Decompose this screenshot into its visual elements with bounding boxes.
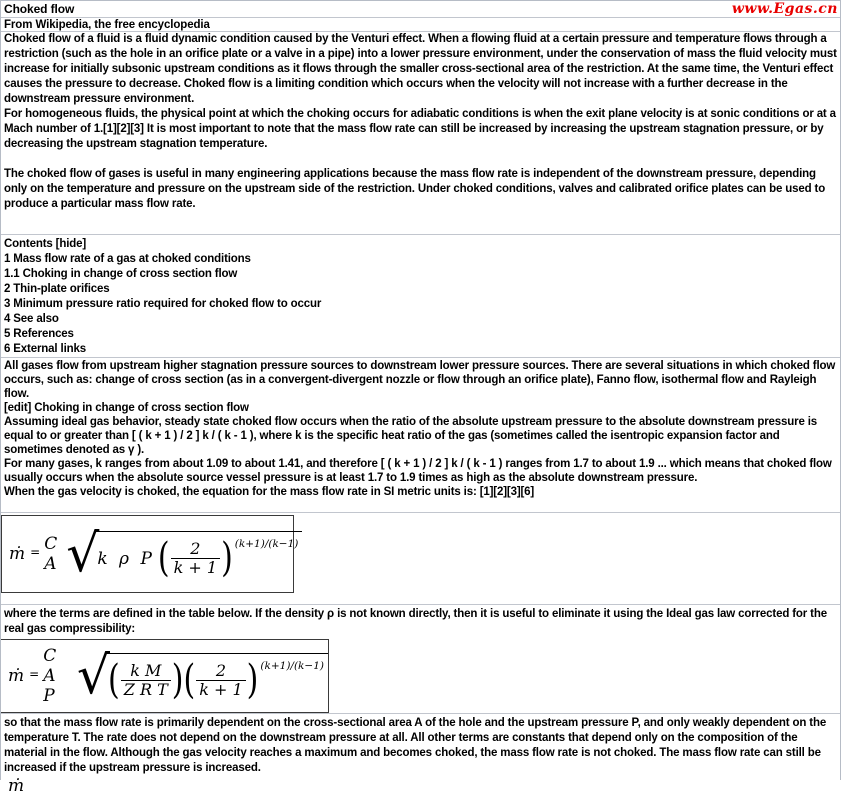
clipped-next-line: ṁ: [8, 776, 25, 796]
between-formulas-text: [1, 605, 840, 639]
equals-sign: =: [30, 545, 41, 559]
toc-item-5[interactable]: 5 References: [4, 328, 74, 340]
intro-paragraph-2: For homogeneous fluids, the physical point at which the choking occurs for adiabatic conditions is when the exit plane velocity is at sonic conditions or at a Mach number of 1.[1][2][3] It is most important to note that the mass flow rate can still be increased by increasing the upstream stagnation pressure, or by decreasing the upstream stagnation temperature.: [4, 108, 836, 150]
footer-section: [1, 714, 840, 776]
close-paren: ): [221, 534, 233, 582]
fraction-numerator: 2: [190, 539, 201, 559]
exponent: (k+1)/(k−1): [234, 538, 299, 550]
site-subtitle: [1, 18, 840, 32]
open-paren: (: [157, 534, 170, 582]
radicand-prefix: k ρ P: [97, 548, 155, 569]
close-paren: ): [171, 656, 184, 704]
intro-paragraph-3: The choked flow of gases is useful in many engineering applications because the mass flow rate is independent of the downstream pressure, depending only on the temperature and pressure on the upstream side of the restriction. Under choked conditions, valves and calibrated orifice plates can be used to produce a particular mass flow rate.: [4, 168, 826, 210]
title-bar: [1, 1, 840, 18]
formula-1: [9, 524, 302, 584]
fraction-denominator: k + 1: [196, 680, 245, 699]
where-paragraph: where the terms are defined in the table below. If the density ρ is not known directly, then it is useful to eliminate it using the Ideal gas law corrected for the real gas compressibility:: [4, 608, 827, 635]
radical-sign-icon: √: [66, 524, 100, 584]
fraction-2-k1: [196, 662, 245, 699]
close-paren: ): [246, 656, 259, 704]
radicand: [94, 531, 302, 580]
toc-item-4[interactable]: 4 See also: [4, 313, 59, 325]
toc-header-hide-toggle[interactable]: Contents [hide]: [4, 238, 87, 250]
fraction-denominator: Z R T: [121, 680, 171, 699]
open-paren: (: [183, 656, 196, 704]
fraction: [171, 540, 220, 577]
toc-item-1-1[interactable]: 1.1 Choking in change of cross section flow: [4, 268, 238, 280]
mdot-symbol: ṁ: [8, 666, 25, 686]
toc-item-2[interactable]: 2 Thin-plate orifices: [4, 283, 110, 295]
fraction-numerator: k M: [130, 661, 162, 681]
spacer-row: [1, 593, 840, 605]
open-paren: (: [108, 656, 120, 704]
equals-sign: =: [29, 667, 40, 681]
paragraph-gap: [4, 152, 837, 167]
footer-paragraph: so that the mass flow rate is primarily dependent on the cross-sectional area A of the hole and the upstream pressure P, and only weakly dependent on the temperature T. The rate does not depend on the downstream pressure at all. All other terms are constants that depend only on the composition of the material in the flow. Although the gas velocity reaches a maximum and becomes choked, the mass flow rate is not choked. The mass flow rate can still be increased if the upstream pressure is increased.: [4, 717, 827, 774]
watermark-link[interactable]: www.Egas.cn: [731, 1, 838, 17]
section-edit-heading[interactable]: [edit] Choking in change of cross section flow: [4, 402, 249, 414]
formula-image-choked-mass-flow: [1, 515, 299, 593]
radical-expression: [66, 524, 302, 584]
radicand: [105, 653, 328, 702]
intro-section: [1, 32, 840, 235]
intro-paragraph-1-wrap: [4, 32, 837, 107]
radical-expression: [76, 646, 328, 706]
page-title: Choked flow: [4, 2, 75, 16]
mdot-symbol: ṁ: [9, 544, 26, 564]
fraction-kM-ZRT: [121, 662, 171, 699]
section-paragraph-1: All gases flow from upstream higher stagnation pressure sources to downstream lower pressure sources. There are several situations in which choked flow occurs, such as: change of cross section (as in a convergent-divergent nozzle or flow through an orifice plate), Fanno flow, isothermal flow and Rayleigh flow.: [4, 360, 836, 400]
table-of-contents: [1, 235, 840, 358]
section-paragraph-2: Assuming ideal gas behavior, steady state choked flow occurs when the ratio of the absolute upstream pressure to the absolute downstream pressure is equal to or greater than [ ( k + 1 ) / 2 ] k / ( k - 1 ), where k is the specific heat ratio of the gas (sometimes called the isentropic expansion factor and sometimes denoted as γ ).: [4, 416, 818, 456]
toc-item-6[interactable]: 6 External links: [4, 343, 86, 355]
subtitle-text: From Wikipedia, the free encyclopedia: [4, 19, 210, 31]
body-section: [1, 358, 840, 513]
fraction-denominator: k + 1: [171, 558, 220, 577]
toc-item-3[interactable]: 3 Minimum pressure ratio required for choked flow to occur: [4, 298, 322, 310]
formula-2: [8, 646, 328, 706]
exponent: (k+1)/(k−1): [260, 660, 324, 672]
coefficient-terms: C A: [44, 534, 63, 574]
section-paragraph-4: When the gas velocity is choked, the equation for the mass flow rate in SI metric units is: [1][2][3][6]: [4, 486, 535, 498]
intro-paragraph-1: Choked flow of a fluid is a fluid dynamic condition caused by the Venturi effect. When a flowing fluid at a certain pressure and temperature flows through a restriction (such as the hole in an orifice plate or a valve in a pipe) into a lower pressure environment, under the conservation of mass the fluid velocity must increase for initially subsonic upstream conditions as it flows through the smaller cross-sectional area of the restriction. At the same time, the Venturi effect causes the pressure to decrease. Choked flow is a limiting condition which occurs when the velocity will not increase with a further decrease in the downstream pressure environment.: [4, 33, 837, 105]
radical-sign-icon: √: [76, 646, 111, 706]
section-paragraph-3: For many gases, k ranges from about 1.09 to about 1.41, and therefore [ ( k + 1 ) / 2 ] k / ( k - 1 ) ranges from 1.7 to about 1.9 ... which means that choked flow usually occurs when the absolute source vessel pressure is at least 1.7 to 1.9 times as high as the absolute downstream pressure.: [4, 458, 832, 484]
formula-image-ideal-gas-corrected: [1, 639, 329, 713]
fraction-numerator: 2: [215, 661, 227, 681]
coefficient-terms: C A P: [43, 646, 62, 706]
toc-item-1[interactable]: 1 Mass flow rate of a gas at choked conditions: [4, 253, 251, 265]
